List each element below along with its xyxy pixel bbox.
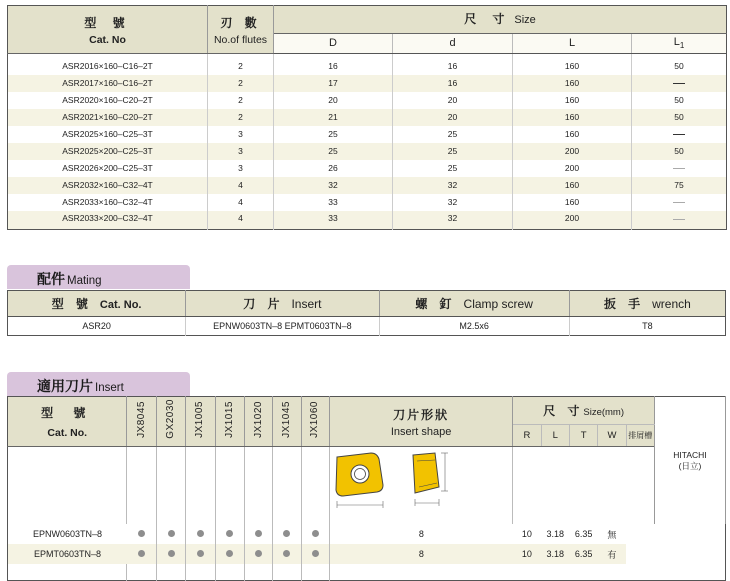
spec-cell-L: 200	[513, 211, 632, 230]
insert-size-header-cn: 尺 寸	[543, 403, 584, 418]
insert-dim-L: 10	[513, 544, 541, 564]
spec-cell-L1	[632, 160, 727, 177]
grade-availability-cell	[186, 544, 215, 564]
spec-cell-L1	[632, 211, 727, 230]
grade-header-4	[244, 397, 272, 447]
insert-cat-value: EPMT0603TN–8	[8, 544, 127, 564]
available-dot-icon	[168, 550, 175, 557]
grade-label: JX1060	[309, 400, 321, 438]
spec-row	[8, 177, 727, 194]
mating-insert-header	[186, 291, 379, 317]
mating-header-row	[8, 291, 726, 317]
spec-cell-flutes: 4	[208, 211, 274, 230]
spec-col-L1: $L_1$	[632, 33, 727, 53]
insert-row	[8, 544, 726, 564]
insert-shape-svg	[331, 447, 511, 519]
spec-cell-cat: ASR2025×200–C25–3T	[8, 143, 208, 160]
available-dot-icon	[197, 530, 204, 537]
insert-dim-L: 10	[513, 524, 541, 544]
spec-col-D: D	[274, 33, 393, 53]
spec-cell-d: 25	[393, 143, 513, 160]
grade-availability-cell	[127, 524, 156, 544]
spec-row	[8, 126, 727, 143]
available-dot-icon	[312, 530, 319, 537]
insert-spacer-bottom	[8, 564, 726, 580]
spec-col-L: L	[513, 33, 632, 53]
spec-cell-L1	[632, 75, 727, 92]
grade-availability-cell	[244, 544, 272, 564]
spec-cell-D: 17	[274, 75, 393, 92]
spec-cell-d: 20	[393, 109, 513, 126]
mating-cat-header-cn: 型 號	[51, 297, 92, 311]
grade-availability-cell	[215, 544, 244, 564]
insert-cat-header	[8, 397, 127, 447]
mating-cat-value: ASR20	[8, 317, 186, 336]
insert-spacer-top	[8, 447, 726, 525]
insert-shape-header	[329, 397, 512, 447]
spec-row	[8, 194, 727, 211]
mating-insert-header-en: Insert	[291, 297, 322, 311]
mating-wrench-header-cn: 扳 手	[603, 297, 645, 311]
spec-cell-D: 16	[274, 54, 393, 75]
spec-cell-L1: 50	[632, 143, 727, 160]
spec-cell-L: 160	[513, 109, 632, 126]
insert-tab-cn: 適用刀片	[37, 379, 93, 395]
spec-row	[8, 109, 727, 126]
spec-cell-D: 26	[274, 160, 393, 177]
mating-tab-cn: 配件	[37, 272, 65, 288]
spec-cell-L1	[632, 126, 727, 143]
spec-cell-L: 160	[513, 126, 632, 143]
insert-dim-R: 8	[329, 524, 512, 544]
dim-col-groove: 排屑槽	[626, 425, 654, 447]
grade-availability-cell	[156, 544, 185, 564]
brand-name-cn: (日立)	[678, 460, 702, 471]
spec-cell-D: 25	[274, 143, 393, 160]
spec-cell-L: 160	[513, 54, 632, 75]
spec-cell-L1: 50	[632, 54, 727, 75]
spec-cell-L1: 75	[632, 177, 727, 194]
spec-cell-D: 32	[274, 177, 393, 194]
spec-cat-header-cn: 型 號	[84, 15, 131, 30]
spec-header-row	[8, 6, 727, 34]
grade-header-0	[127, 397, 156, 447]
grade-header-2	[186, 397, 215, 447]
mating-cat-header-en: Cat. No.	[99, 299, 142, 311]
insert-size-header-en: Size	[583, 406, 602, 418]
grade-header-5	[273, 397, 301, 447]
grade-label: JX1015	[223, 400, 235, 438]
spec-cell-dash	[673, 219, 685, 220]
spec-cell-flutes: 3	[208, 160, 274, 177]
insert-size-unit: (mm)	[601, 406, 625, 418]
spec-cell-dash	[673, 168, 685, 169]
insert-tab-en: Insert	[95, 382, 124, 394]
insert-dim-R: 8	[329, 544, 512, 564]
spec-cell-flutes: 2	[208, 92, 274, 109]
spec-cell-cat: ASR2033×200–C32–4T	[8, 211, 208, 230]
spec-cell-D: 20	[274, 92, 393, 109]
spec-row	[8, 143, 727, 160]
grade-header-3	[215, 397, 244, 447]
spec-cell-dash	[673, 134, 685, 135]
spec-cell-flutes: 3	[208, 143, 274, 160]
dim-col-L: L	[541, 425, 569, 447]
spec-cell-D: 25	[274, 126, 393, 143]
spec-cell-flutes: 4	[208, 194, 274, 211]
spec-cell-d: 16	[393, 54, 513, 75]
spec-cell-d: 32	[393, 211, 513, 230]
spec-size-header-en: Size	[514, 14, 536, 27]
spec-cell-L: 160	[513, 75, 632, 92]
mating-screw-header	[379, 291, 569, 317]
mating-insert-header-cn: 刀 片	[243, 297, 284, 311]
insert-header-row	[8, 397, 726, 425]
spec-cell-L: 160	[513, 177, 632, 194]
grade-availability-cell	[186, 524, 215, 544]
available-dot-icon	[226, 550, 233, 557]
spec-cell-L1	[632, 194, 727, 211]
grade-availability-cell	[244, 524, 272, 544]
insert-dim-W: 6.35	[569, 544, 597, 564]
spec-cell-cat: ASR2026×200–C25–3T	[8, 160, 208, 177]
spec-cat-header	[8, 6, 208, 54]
spec-cell-d: 16	[393, 75, 513, 92]
grade-availability-cell	[156, 524, 185, 544]
mating-wrench-header-en: wrench	[652, 297, 691, 311]
spec-cell-L1: 50	[632, 92, 727, 109]
grade-availability-cell	[301, 544, 329, 564]
insert-shape-drawing	[329, 447, 512, 525]
available-dot-icon	[255, 550, 262, 557]
spec-col-d: d	[393, 33, 513, 53]
spec-cell-cat: ASR2017×160–C16–2T	[8, 75, 208, 92]
insert-dim-T: 3.18	[541, 544, 569, 564]
grade-label: JX1020	[252, 400, 264, 438]
spec-cell-L: 160	[513, 92, 632, 109]
available-dot-icon	[255, 530, 262, 537]
available-dot-icon	[197, 550, 204, 557]
spec-cell-d: 32	[393, 177, 513, 194]
spec-cell-flutes: 2	[208, 54, 274, 75]
insert-cat-value: EPNW0603TN–8	[8, 524, 127, 544]
insert-dim-groove: 有	[598, 544, 626, 564]
dim-col-R: R	[513, 425, 541, 447]
grade-availability-cell	[127, 544, 156, 564]
mating-wrench-value: T8	[642, 321, 653, 331]
mating-screw-header-cn: 螺 釘	[415, 297, 456, 311]
spec-cell-D: 21	[274, 109, 393, 126]
insert-cat-header-en: Cat. No.	[47, 427, 88, 439]
spec-row	[8, 75, 727, 92]
spec-cell-cat: ASR2021×160–C20–2T	[8, 109, 208, 126]
grade-label: GX2030	[165, 399, 177, 439]
available-dot-icon	[168, 530, 175, 537]
spec-cell-cat: ASR2025×160–C25–3T	[8, 126, 208, 143]
spec-cell-d: 25	[393, 160, 513, 177]
spec-cell-flutes: 2	[208, 75, 274, 92]
spec-row	[8, 92, 727, 109]
mating-wrench-header	[569, 291, 725, 317]
grade-availability-cell	[215, 524, 244, 544]
spec-cell-flutes: 3	[208, 126, 274, 143]
insert-row	[8, 524, 726, 544]
mating-section-tab	[7, 265, 190, 289]
grade-availability-cell	[273, 524, 301, 544]
brand-cell	[654, 397, 725, 525]
insert-shape-header-cn: 刀片形狀	[393, 407, 450, 422]
spec-table	[7, 5, 727, 230]
spec-cell-d: 20	[393, 92, 513, 109]
grade-label: JX8045	[135, 400, 147, 438]
spec-cell-cat: ASR2020×160–C20–2T	[8, 92, 208, 109]
spec-table-body	[8, 54, 727, 230]
grade-label: JX1005	[194, 400, 206, 438]
grade-header-1	[156, 397, 185, 447]
mating-table	[7, 290, 726, 336]
dim-col-W: W	[598, 425, 626, 447]
mating-tab-en: Mating	[67, 275, 102, 287]
spec-row	[8, 160, 727, 177]
spec-cell-d: 32	[393, 194, 513, 211]
grade-label: JX1045	[280, 400, 292, 438]
available-dot-icon	[138, 530, 145, 537]
spec-cell-L: 200	[513, 160, 632, 177]
insert-table-body	[8, 524, 726, 564]
available-dot-icon	[138, 550, 145, 557]
insert-dim-W: 6.35	[569, 524, 597, 544]
spec-cell-D: 33	[274, 194, 393, 211]
mating-cat-header	[8, 291, 186, 317]
spec-cell-L: 160	[513, 194, 632, 211]
mating-screw-header-en: Clamp screw	[463, 297, 533, 311]
insert-dim-T: 3.18	[541, 524, 569, 544]
spec-cell-cat: ASR2016×160–C16–2T	[8, 54, 208, 75]
spec-flutes-header	[208, 6, 274, 54]
insert-table	[7, 396, 726, 581]
spec-cell-L1: 50	[632, 109, 727, 126]
insert-section-tab	[7, 372, 190, 396]
mating-insert-value: EPNW0603TN–8 EPMT0603TN–8	[186, 317, 379, 336]
spec-size-header	[274, 6, 727, 34]
grade-availability-cell	[301, 524, 329, 544]
insert-size-header	[513, 397, 655, 425]
spec-cell-dash	[673, 83, 685, 84]
spec-cell-cat: ASR2032×160–C32–4T	[8, 177, 208, 194]
spec-row	[8, 211, 727, 230]
mating-screw-value: M2.5x6	[379, 317, 569, 336]
spec-flutes-header-en: No.of flutes	[213, 33, 268, 46]
spec-cell-cat: ASR2033×160–C32–4T	[8, 194, 208, 211]
spec-cell-flutes: 4	[208, 177, 274, 194]
available-dot-icon	[283, 550, 290, 557]
spec-flutes-header-cn: 刃 數	[220, 15, 261, 30]
insert-shape-header-en: Insert shape	[390, 425, 452, 438]
spec-cell-flutes: 2	[208, 109, 274, 126]
insert-dim-groove: 無	[598, 524, 626, 544]
dim-col-T: T	[569, 425, 597, 447]
spec-cell-L: 200	[513, 143, 632, 160]
grade-header-6	[301, 397, 329, 447]
spec-cat-header-en: Cat. No	[89, 33, 126, 46]
available-dot-icon	[312, 550, 319, 557]
grade-availability-cell	[273, 544, 301, 564]
spec-cell-D: 33	[274, 211, 393, 230]
spec-cell-d: 25	[393, 126, 513, 143]
mating-row	[8, 317, 726, 336]
available-dot-icon	[283, 530, 290, 537]
brand-name: HITACHI	[673, 449, 707, 460]
available-dot-icon	[226, 530, 233, 537]
insert-cat-header-cn: 型 號	[41, 406, 94, 420]
spec-size-header-cn: 尺 寸	[464, 12, 511, 27]
spec-cell-dash	[673, 202, 685, 203]
spec-row	[8, 54, 727, 75]
